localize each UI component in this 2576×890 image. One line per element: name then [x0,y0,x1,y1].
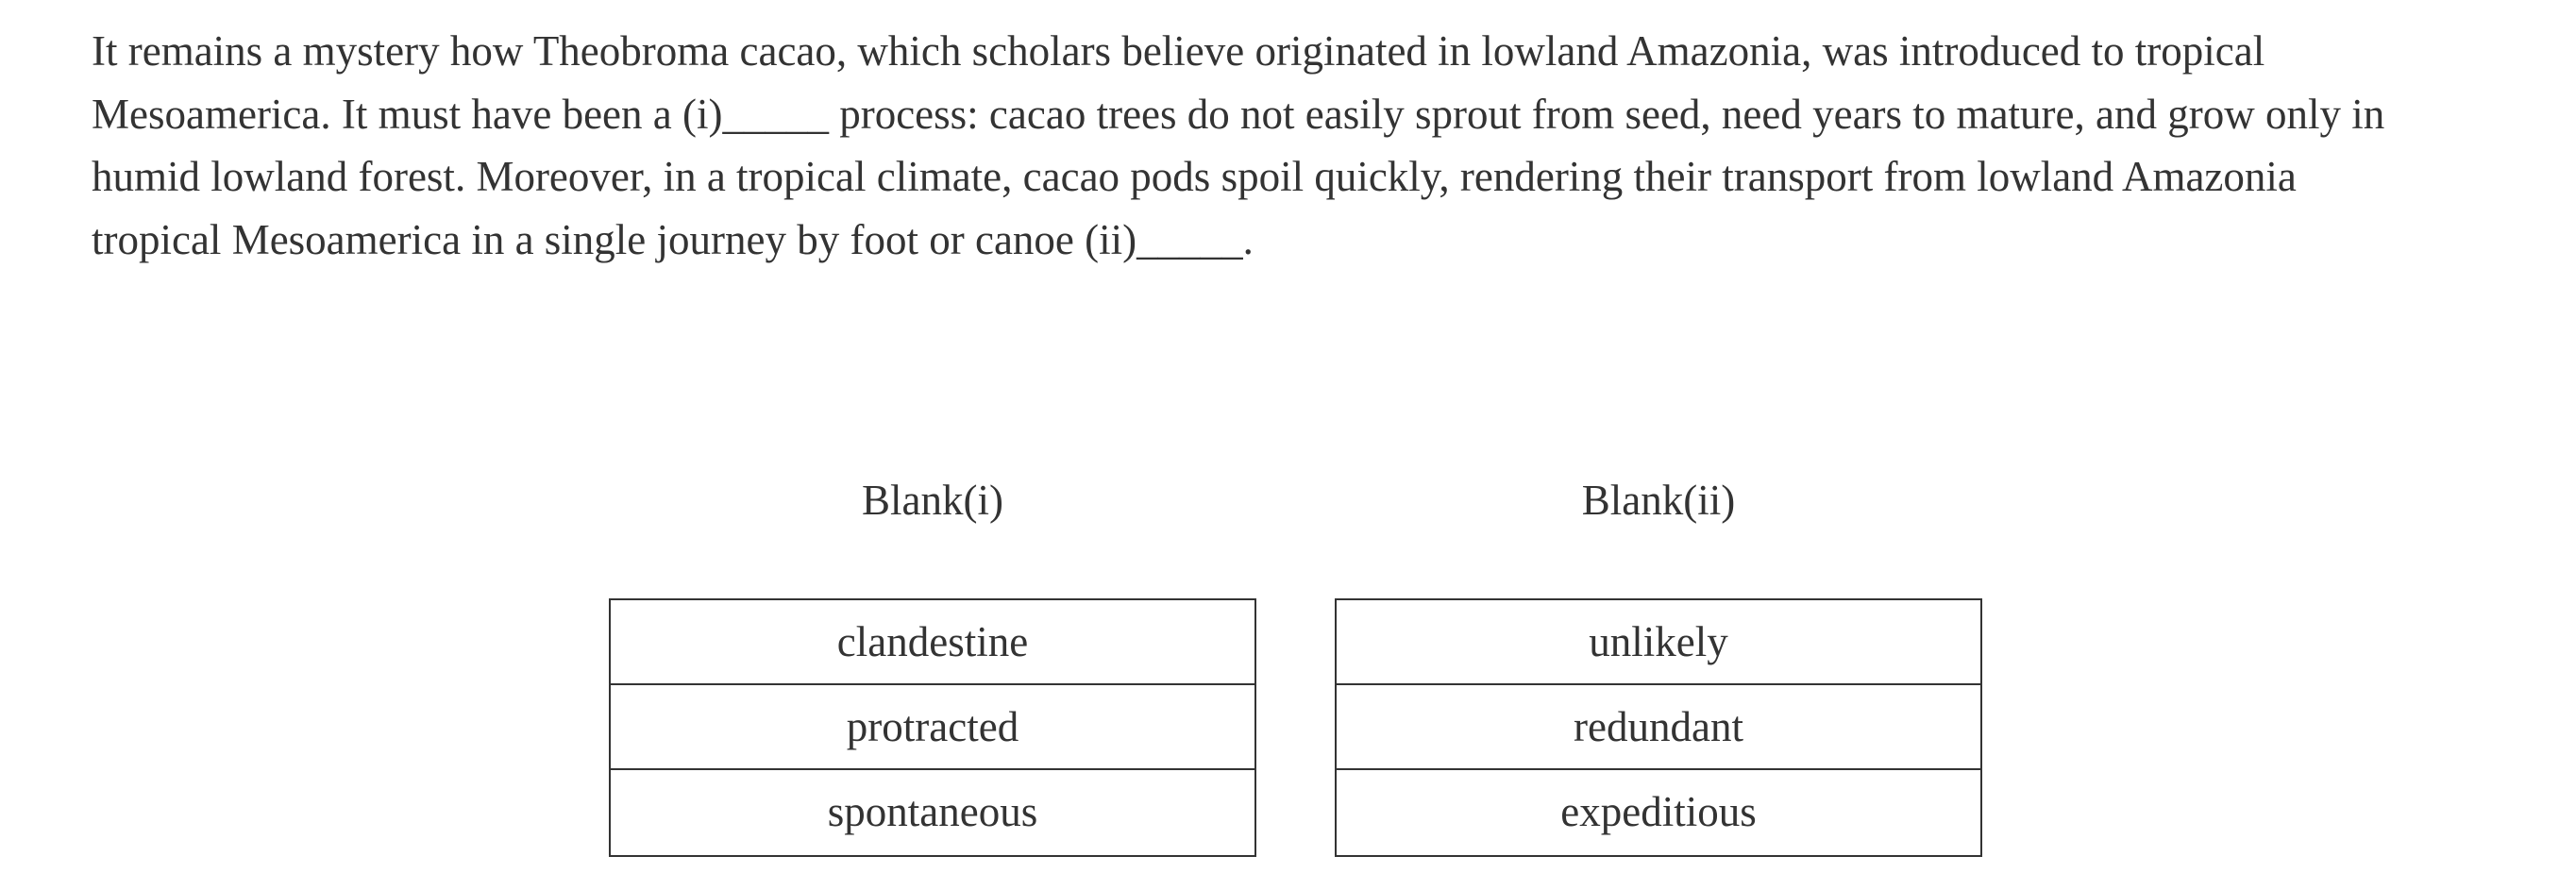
blank-i-option-spontaneous[interactable]: spontaneous [611,770,1254,855]
blank-ii-option-unlikely[interactable]: unlikely [1337,600,1980,685]
question-passage [92,20,2546,271]
blank-ii-group [1335,472,1982,835]
blank-i-option-clandestine[interactable]: clandestine [611,600,1254,685]
blank-ii-options [1335,598,1982,857]
blank-i-option-protracted[interactable]: protracted [611,685,1254,770]
blank-ii-title: Blank(ii) [1581,477,1736,524]
passage-line: tropical Mesoamerica in a single journey by foot or canoe (ii)_____. [92,215,1254,263]
blank-i-group [609,472,1256,835]
blank-ii-option-redundant[interactable]: redundant [1337,685,1980,770]
blank-ii-option-expeditious[interactable]: expeditious [1337,770,1980,855]
blank-i-options [609,598,1256,857]
blank-i-title: Blank(i) [862,477,1003,524]
passage-line: It remains a mystery how Theobroma cacao, which scholars believe originated in lowland Amazonia, was introduced to tropical [92,27,2265,75]
passage-line: Mesoamerica. It must have been a (i)_____ process: cacao trees do not easily sprout from seed, need years to mature, and grow only in [92,90,2385,138]
passage-line: humid lowland forest. Moreover, in a tropical climate, cacao pods spoil quickly, rendering their transport from lowland Amazonia [92,153,2297,200]
